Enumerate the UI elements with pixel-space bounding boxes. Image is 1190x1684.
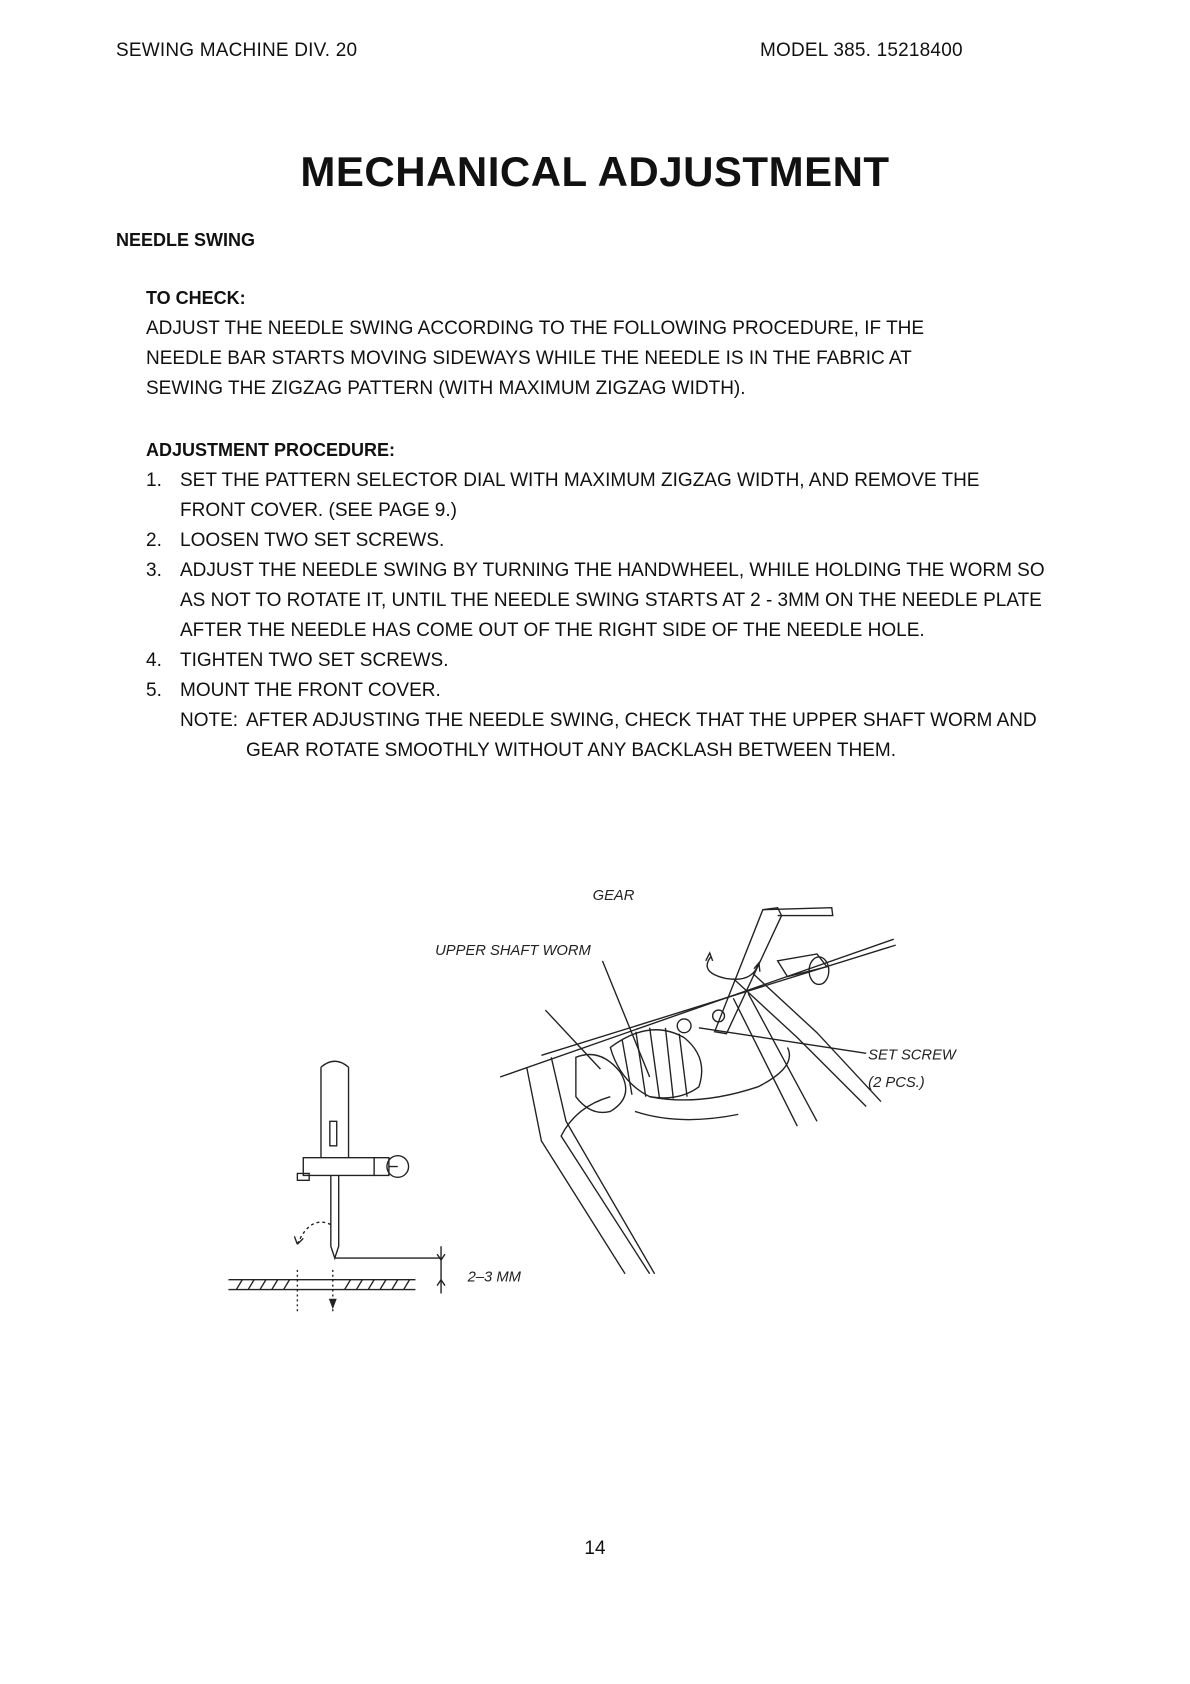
needle-swing-diagram <box>180 890 1080 1510</box>
procedure-steps <box>146 466 1046 766</box>
to-check-line: NEEDLE BAR STARTS MOVING SIDEWAYS WHILE THE NEEDLE IS IN THE FABRIC AT <box>146 348 912 369</box>
step-number: 1. <box>146 470 162 491</box>
measurement-label: 2–3 MM <box>467 1269 521 1286</box>
step-number: 4. <box>146 650 162 671</box>
header-division: SEWING MACHINE DIV. 20 <box>116 40 358 61</box>
arm-edge-line <box>500 939 894 1077</box>
gear-label: GEAR <box>592 890 635 904</box>
step-number: 2. <box>146 530 162 551</box>
step-number: 3. <box>146 560 162 581</box>
to-check-line: ADJUST THE NEEDLE SWING ACCORDING TO THE FOLLOWING PROCEDURE, IF THE <box>146 318 925 339</box>
procedure-step <box>146 556 1046 646</box>
step-text: ADJUST THE NEEDLE SWING BY TURNING THE HANDWHEEL, WHILE HOLDING THE WORM SO AS NOT TO ROTATE IT, UNTIL THE NEEDLE SWING STARTS AT 2 - 3MM ON THE NEEDLE PLATE AFTER THE NEEDLE HAS COME OUT OF THE RIGHT SIDE OF THE NEEDLE HOLE. <box>180 560 1045 641</box>
step-text: LOOSEN TWO SET SCREWS. <box>180 530 445 551</box>
needle-bar-illustration <box>297 1061 408 1258</box>
step-text: SET THE PATTERN SELECTOR DIAL WITH MAXIMUM ZIGZAG WIDTH, AND REMOVE THE FRONT COVER. (SEE PAGE 9.) <box>180 470 980 521</box>
measurement-dimension <box>335 1246 445 1293</box>
set-screw-count-label: (2 PCS.) <box>868 1074 925 1091</box>
procedure-step <box>146 646 1046 676</box>
gear-assembly-illustration <box>527 954 881 1274</box>
section-heading: NEEDLE SWING <box>116 230 256 250</box>
upper-shaft-worm-label: UPPER SHAFT WORM <box>435 942 591 959</box>
page-number: 14 <box>584 1538 606 1559</box>
procedure-note <box>146 706 1046 766</box>
procedure-heading: ADJUSTMENT PROCEDURE: <box>146 440 396 460</box>
needle-swing-figure <box>180 890 1080 1510</box>
step-text: MOUNT THE FRONT COVER. <box>180 680 441 701</box>
header-model: MODEL 385. 15218400 <box>760 40 963 61</box>
note-text: AFTER ADJUSTING THE NEEDLE SWING, CHECK THAT THE UPPER SHAFT WORM AND GEAR ROTATE SMOOTHLY WITHOUT ANY BACKLASH BETWEEN THEM. <box>246 710 1037 761</box>
procedure-step <box>146 526 1046 556</box>
set-screw-leader <box>699 1028 866 1054</box>
page-title: MECHANICAL ADJUSTMENT <box>300 148 890 195</box>
to-check-line: SEWING THE ZIGZAG PATTERN (WITH MAXIMUM ZIGZAG WIDTH). <box>146 378 746 399</box>
procedure-step <box>146 466 1046 526</box>
set-screw-label: SET SCREW <box>868 1047 956 1064</box>
procedure-step <box>146 676 1046 706</box>
step-number: 5. <box>146 680 162 701</box>
to-check-paragraph <box>146 314 1046 404</box>
needle-plate-illustration <box>228 1270 415 1313</box>
note-label: NOTE: <box>180 710 239 731</box>
swing-arc <box>297 1222 330 1244</box>
to-check-heading: TO CHECK: <box>146 288 246 308</box>
step-text: TIGHTEN TWO SET SCREWS. <box>180 650 449 671</box>
